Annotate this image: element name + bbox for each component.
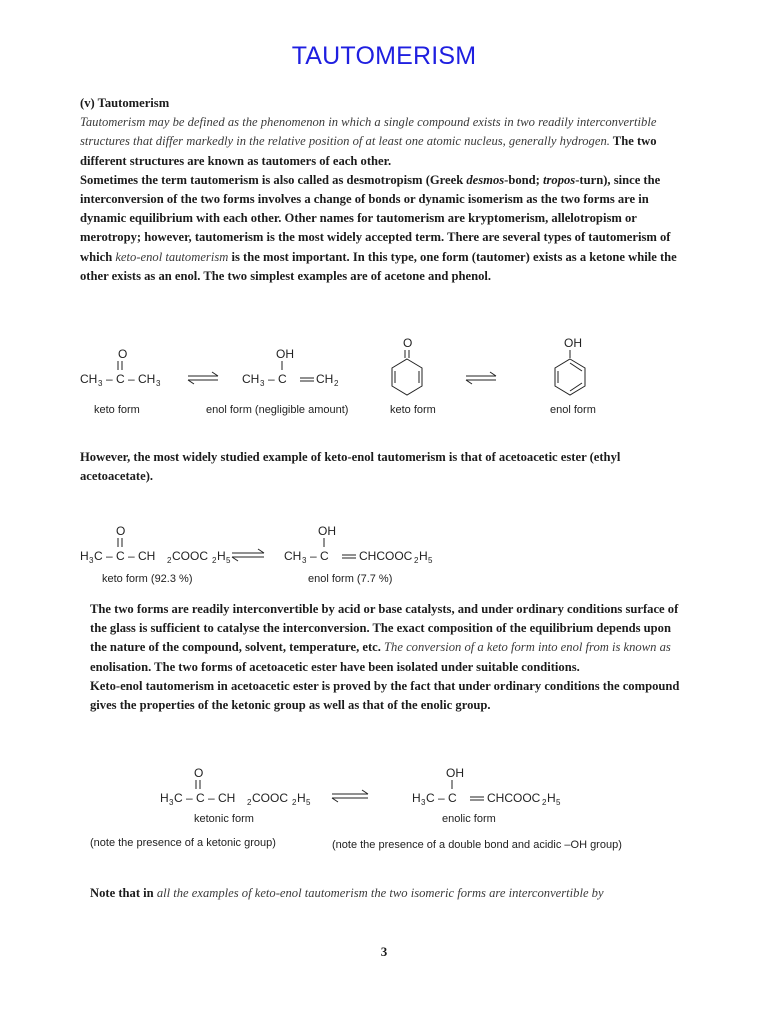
svg-text:CH: CH [316,372,334,386]
interconversion-paragraph: The two forms are readily interconvertible by acid or base catalysts, and under ordinary conditions surface of the glass is sufficient to catalyse the interconversion. The exact composition of the equilibrium depends upon the nature of the compound, solvent, temperature, etc. The conversion of a keto form into enol from is known as enolisation. The two forms of acetoacetic ester have been isolated under suitable conditions. Keto-enol tautomerism in acetoacetic ester is proved by the fact that under ordinary conditions the compound gives the properties of the ketonic group as well as that of the enolic group. [90,602,680,713]
svg-text:2: 2 [247,798,252,807]
ketonic-form-label: ketonic form [194,813,254,825]
svg-text:– C: – C [310,549,329,563]
phenol-keto-label: keto form [390,404,436,416]
svg-text:CHCOOC: CHCOOC [487,791,541,805]
acetone-enol-label: enol form (negligible amount) [206,404,349,416]
page-title: TAUTOMERISM [291,42,477,70]
enolic-note: (note the presence of a double bond and acidic –OH group) [332,839,622,851]
svg-text:CH: CH [284,549,302,563]
svg-text:3: 3 [156,379,161,388]
acetoacetic-keto-label: keto form (92.3 %) [102,573,193,585]
figure-ketonic-enolic [86,764,666,859]
svg-text:3: 3 [260,379,265,388]
svg-text:CH: CH [80,372,98,386]
svg-text:2: 2 [334,379,339,388]
svg-text:H: H [412,791,421,805]
svg-text:5: 5 [306,798,311,807]
svg-text:O: O [118,347,128,361]
svg-text:5: 5 [428,556,433,565]
svg-text:H: H [297,791,306,805]
page-number: 3 [380,944,388,959]
svg-text:3: 3 [98,379,103,388]
svg-text:O: O [116,524,126,538]
svg-text:C – C – CH: C – C – CH [174,791,236,805]
svg-text:5: 5 [226,556,231,565]
svg-text:– C – CH: – C – CH [106,372,156,386]
intro-paragraph: (v) Tautomerism Tautomerism may be defined as the phenomenon in which a single compound exists in two readily interconvertible structures that differ markedly in the relative position of at least one atomic nucleus, generally hydrogen. The two different structures are known as tautomers of each other. Sometimes the term tautomerism is also called as desmotropism (Greek desmos-bond; tropos-turn), since the interconversion of the two forms involves a change of bonds or dynamic isomerism as the two forms are in dynamic equilibrium with each other. Other names for tautomerism are kryptomerism, allelotropism or merotropy; however, tautomerism is the most widely accepted term. There are several types of tautomerism of which keto-enol tautomerism is the most important. In this type, one form (tautomer) exists as a ketone while the other exists as an enol. The two simplest examples are of acetone and phenol. [80,94,680,286]
svg-text:O: O [194,766,204,780]
svg-text:2: 2 [542,798,547,807]
acetoacetic-enol-label: enol form (7.7 %) [308,573,393,585]
svg-text:2: 2 [212,556,217,565]
figure-acetoacetic-ester [80,522,440,591]
acetone-keto-label: keto form [94,404,140,416]
enolic-form-label: enolic form [442,813,496,825]
note-paragraph: Note that in all the examples of keto-enol tautomerism the two isomeric forms are interconvertible by [90,886,604,900]
ketonic-note: (note the presence of a ketonic group) [90,837,276,849]
svg-text:OH: OH [318,524,336,538]
acetoacetic-paragraph: However, the most widely studied example of keto-enol tautomerism is that of acetoacetic ester (ethyl acetoacetate). [80,450,621,484]
svg-text:3: 3 [89,556,94,565]
svg-text:C – C – CH: C – C – CH [94,549,156,563]
svg-text:H: H [160,791,169,805]
svg-text:– C: – C [268,372,287,386]
svg-text:C – C: C – C [426,791,457,805]
svg-text:H: H [80,549,89,563]
figure-acetone-phenol [78,335,618,430]
section-heading: (v) Tautomerism [80,96,170,110]
svg-text:OH: OH [446,766,464,780]
svg-text:OH: OH [564,336,582,350]
svg-text:3: 3 [302,556,307,565]
svg-text:2: 2 [414,556,419,565]
svg-text:CHCOOC: CHCOOC [359,549,413,563]
phenol-enol-label: enol form [550,404,596,416]
svg-text:5: 5 [556,798,561,807]
svg-text:H: H [547,791,556,805]
svg-text:CH: CH [242,372,260,386]
svg-text:2: 2 [167,556,172,565]
svg-text:H: H [419,549,428,563]
svg-text:3: 3 [169,798,174,807]
svg-text:O: O [403,336,413,350]
svg-text:COOC: COOC [172,549,208,563]
svg-text:3: 3 [421,798,426,807]
svg-text:2: 2 [292,798,297,807]
definition-text: Tautomerism may be defined as the phenomenon in which a single compound exists in two readily interconvertible structures that differ markedly in the relative position of at least one atomic nucleus, generally hydrogen. [80,115,657,149]
svg-text:OH: OH [276,347,294,361]
svg-text:COOC: COOC [252,791,288,805]
svg-text:H: H [217,549,226,563]
